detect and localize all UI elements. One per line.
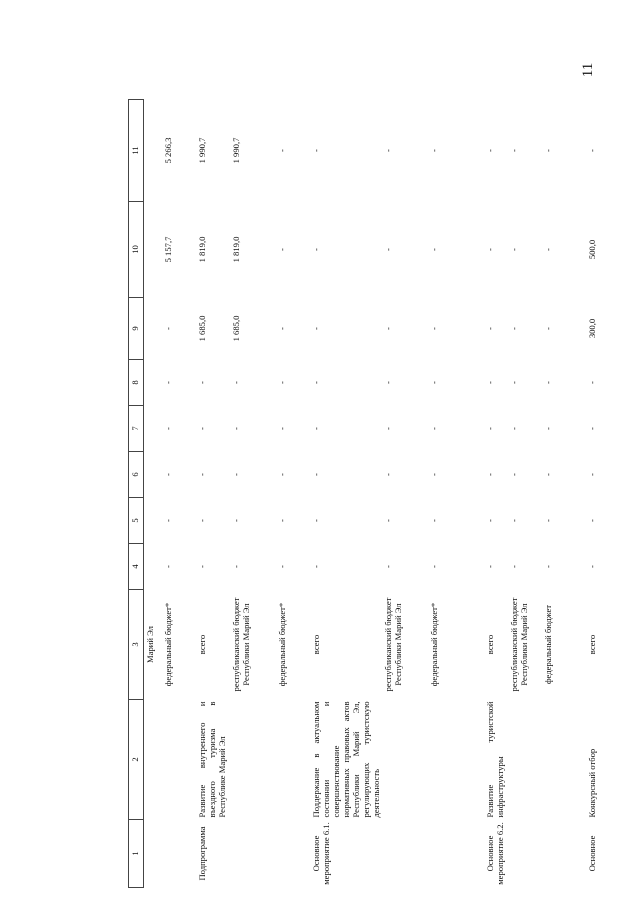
value-cell: - bbox=[196, 473, 207, 476]
value-cell: - bbox=[276, 327, 287, 330]
column-header: 10 bbox=[129, 202, 144, 298]
value-cell: 1 685,0 bbox=[230, 315, 241, 342]
value-cell: - bbox=[484, 149, 495, 152]
value-cell: 1 819,0 bbox=[196, 236, 207, 263]
value-cell: - bbox=[230, 565, 241, 568]
value-cell: - bbox=[382, 473, 393, 476]
value-cell: - bbox=[310, 565, 321, 568]
value-cell: - bbox=[586, 565, 597, 568]
value-cell bbox=[144, 202, 162, 298]
value-cell bbox=[144, 100, 162, 202]
value-cell: - bbox=[162, 327, 173, 330]
value-cell: - bbox=[162, 519, 173, 522]
value-cell: - bbox=[310, 381, 321, 384]
value-cell: - bbox=[196, 427, 207, 430]
value-cell: - bbox=[310, 473, 321, 476]
program-cell bbox=[428, 820, 484, 888]
value-cell: - bbox=[310, 519, 321, 522]
value-cell: - bbox=[542, 519, 553, 522]
source-cell: республиканский бюджет Республики Марий Эл bbox=[508, 597, 529, 692]
value-cell: - bbox=[484, 327, 495, 330]
value-cell: - bbox=[542, 381, 553, 384]
value-cell: - bbox=[484, 427, 495, 430]
value-cell: - bbox=[542, 248, 553, 251]
name-cell bbox=[382, 700, 428, 820]
value-cell: 500,0 bbox=[586, 239, 597, 260]
value-cell: - bbox=[428, 327, 439, 330]
table-row bbox=[484, 100, 508, 888]
name-cell bbox=[162, 700, 196, 820]
value-cell: - bbox=[428, 427, 439, 430]
table-row bbox=[162, 100, 196, 888]
value-cell: 300,0 bbox=[586, 318, 597, 339]
value-cell: 1 819,0 bbox=[230, 236, 241, 263]
value-cell: 1 990,7 bbox=[230, 137, 241, 164]
value-cell: - bbox=[542, 149, 553, 152]
value-cell: - bbox=[382, 427, 393, 430]
name-cell bbox=[230, 700, 276, 820]
name-cell: Развитие внутреннего и въездного туризма в Республике Марий Эл bbox=[196, 701, 227, 818]
value-cell: - bbox=[428, 248, 439, 251]
program-cell: Основное bbox=[586, 835, 597, 872]
value-cell: - bbox=[276, 473, 287, 476]
source-cell: республиканский бюджет Республики Марий Эл bbox=[382, 597, 403, 692]
table-row bbox=[276, 100, 310, 888]
name-cell: Развитие туристской инфраструктуры bbox=[484, 701, 505, 818]
program-cell: Основное мероприятие 6.1. bbox=[310, 822, 331, 885]
value-cell: 5 157,7 bbox=[162, 236, 173, 263]
value-cell: - bbox=[382, 248, 393, 251]
column-header: 11 bbox=[129, 100, 144, 202]
value-cell: - bbox=[230, 519, 241, 522]
value-cell: - bbox=[428, 473, 439, 476]
value-cell: - bbox=[276, 149, 287, 152]
page-number: 11 bbox=[580, 62, 596, 78]
value-cell: - bbox=[428, 519, 439, 522]
table-row bbox=[508, 100, 542, 888]
name-cell bbox=[428, 700, 484, 820]
value-cell: 1 990,7 bbox=[196, 137, 207, 164]
program-cell bbox=[144, 820, 162, 888]
name-cell bbox=[542, 700, 586, 820]
value-cell: - bbox=[428, 565, 439, 568]
value-cell bbox=[144, 298, 162, 360]
column-header: 6 bbox=[129, 452, 144, 498]
column-header: 8 bbox=[129, 360, 144, 406]
value-cell: 5 266,3 bbox=[162, 137, 173, 164]
value-cell: - bbox=[586, 381, 597, 384]
value-cell: - bbox=[586, 427, 597, 430]
table-row bbox=[196, 100, 230, 888]
source-cell: федеральный бюджет bbox=[542, 604, 553, 685]
column-header: 7 bbox=[129, 406, 144, 452]
column-header: 1 bbox=[129, 820, 144, 888]
value-cell: - bbox=[542, 327, 553, 330]
table-row bbox=[428, 100, 484, 888]
table-row bbox=[382, 100, 428, 888]
program-cell bbox=[382, 820, 428, 888]
value-cell: - bbox=[310, 327, 321, 330]
source-cell: федеральный бюджет* bbox=[162, 602, 173, 687]
header-row bbox=[129, 100, 144, 888]
program-cell: Подпрограмма bbox=[196, 826, 207, 881]
value-cell: - bbox=[162, 565, 173, 568]
name-cell: Конкурсный отбор bbox=[586, 748, 597, 818]
source-cell: всего bbox=[310, 634, 321, 655]
value-cell: - bbox=[542, 473, 553, 476]
value-cell: - bbox=[484, 473, 495, 476]
program-cell bbox=[542, 820, 586, 888]
table-row bbox=[230, 100, 276, 888]
column-header: 5 bbox=[129, 498, 144, 544]
source-cell: всего bbox=[586, 634, 597, 655]
value-cell: 1 685,0 bbox=[196, 315, 207, 342]
value-cell: - bbox=[230, 381, 241, 384]
value-cell bbox=[144, 452, 162, 498]
value-cell bbox=[144, 360, 162, 406]
source-cell: федеральный бюджет* bbox=[276, 602, 287, 687]
value-cell: - bbox=[484, 381, 495, 384]
program-cell: Основное мероприятие 6.2. bbox=[484, 822, 505, 885]
value-cell: - bbox=[484, 248, 495, 251]
value-cell: - bbox=[162, 381, 173, 384]
value-cell: - bbox=[276, 519, 287, 522]
value-cell: - bbox=[586, 149, 597, 152]
value-cell: - bbox=[508, 427, 519, 430]
source-cell: всего bbox=[484, 634, 495, 655]
program-cell bbox=[276, 820, 310, 888]
value-cell: - bbox=[542, 427, 553, 430]
value-cell: - bbox=[382, 565, 393, 568]
name-cell bbox=[508, 700, 542, 820]
column-header: 9 bbox=[129, 298, 144, 360]
table-row bbox=[310, 100, 382, 888]
value-cell: - bbox=[310, 248, 321, 251]
value-cell: - bbox=[508, 327, 519, 330]
column-header: 3 bbox=[129, 590, 144, 700]
value-cell: - bbox=[162, 473, 173, 476]
value-cell: - bbox=[508, 565, 519, 568]
value-cell: - bbox=[508, 473, 519, 476]
value-cell: - bbox=[382, 381, 393, 384]
value-cell: - bbox=[276, 248, 287, 251]
name-cell bbox=[144, 700, 162, 820]
program-cell bbox=[230, 820, 276, 888]
value-cell: - bbox=[162, 427, 173, 430]
value-cell: - bbox=[310, 149, 321, 152]
value-cell: - bbox=[508, 149, 519, 152]
table-row bbox=[586, 100, 616, 888]
value-cell bbox=[144, 544, 162, 590]
value-cell: - bbox=[196, 565, 207, 568]
column-header: 4 bbox=[129, 544, 144, 590]
value-cell: - bbox=[484, 519, 495, 522]
table-row bbox=[144, 100, 162, 888]
value-cell: - bbox=[276, 565, 287, 568]
value-cell: - bbox=[276, 381, 287, 384]
name-cell: Поддержание в актуальном состоянии и совершенствование нормативных правовых актов Республики Марий Эл, регулирующих туристскую деятельность bbox=[310, 701, 381, 818]
value-cell: - bbox=[484, 565, 495, 568]
value-cell: - bbox=[428, 381, 439, 384]
value-cell: - bbox=[586, 473, 597, 476]
column-header: 2 bbox=[129, 700, 144, 820]
value-cell: - bbox=[508, 519, 519, 522]
source-cell: республиканский бюджет Республики Марий Эл bbox=[230, 597, 251, 692]
value-cell: - bbox=[382, 519, 393, 522]
value-cell bbox=[144, 406, 162, 452]
source-cell: всего bbox=[196, 634, 207, 655]
value-cell: - bbox=[196, 519, 207, 522]
value-cell: - bbox=[508, 248, 519, 251]
value-cell: - bbox=[230, 473, 241, 476]
value-cell: - bbox=[382, 149, 393, 152]
value-cell: - bbox=[586, 519, 597, 522]
value-cell: - bbox=[276, 427, 287, 430]
budget-table bbox=[128, 99, 616, 888]
value-cell: - bbox=[508, 381, 519, 384]
program-cell bbox=[162, 820, 196, 888]
value-cell: - bbox=[542, 565, 553, 568]
table-row bbox=[542, 100, 586, 888]
value-cell: - bbox=[382, 327, 393, 330]
source-cell: Марий Эл bbox=[145, 626, 155, 663]
value-cell: - bbox=[310, 427, 321, 430]
value-cell bbox=[144, 498, 162, 544]
value-cell: - bbox=[230, 427, 241, 430]
value-cell: - bbox=[428, 149, 439, 152]
value-cell: - bbox=[196, 381, 207, 384]
program-cell bbox=[508, 820, 542, 888]
source-cell: федеральный бюджет* bbox=[428, 602, 439, 687]
rotated-table-container bbox=[128, 100, 606, 888]
name-cell bbox=[276, 700, 310, 820]
